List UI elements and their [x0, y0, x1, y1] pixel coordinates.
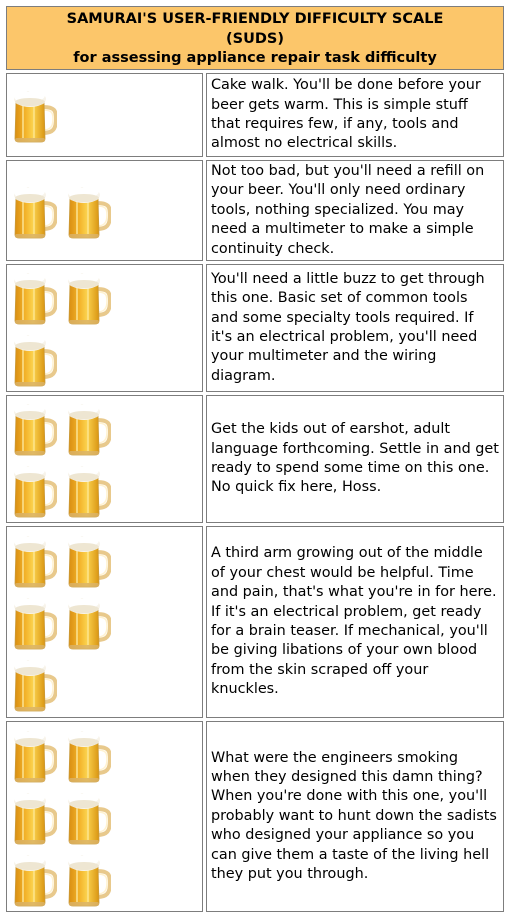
beer-mug-icon: [67, 532, 111, 588]
suds-table: [6, 6, 504, 912]
beer-mug-icon: [13, 532, 57, 588]
header-acronym: (SUDS): [226, 30, 284, 47]
beer-mug-icon: [13, 462, 57, 518]
beer-mug-icon: [67, 727, 111, 783]
description-cell: [206, 526, 504, 718]
beer-mug-icon: [67, 594, 111, 650]
description-text: A third arm growing out of the middle of your chest would be helpful. Time and pain, that's what you're in for here. If it's an electrical problem, get ready for a brain teaser. If mechanical, you'll be giving libations of your own blood from the skin scraped off your knuckles.: [211, 545, 497, 698]
description-cell: [206, 395, 504, 523]
beer-rating-cell: [6, 721, 203, 912]
beer-rating-cell: [6, 526, 203, 718]
description-cell: [206, 160, 504, 261]
description-cell: [206, 264, 504, 392]
difficulty-row-1: [6, 73, 504, 157]
beer-mug-icon: [67, 789, 111, 845]
beer-mug-icon: [13, 400, 57, 456]
header-subtitle: for assessing appliance repair task difficulty: [73, 50, 437, 66]
difficulty-row-5: [6, 526, 504, 718]
description-text: What were the engineers smoking when they designed this damn thing? When you're done with this one, you'll probably want to hunt down the sadists who designed your appliance so you can give them a taste of the living hell they put you through.: [211, 749, 497, 883]
difficulty-row-3: [6, 264, 504, 392]
description-cell: [206, 721, 504, 912]
beer-rating-cell: [6, 264, 203, 392]
beer-mug-icon: [67, 183, 111, 239]
difficulty-row-6: [6, 721, 504, 912]
description-text: You'll need a little buzz to get through this one. Basic set of common tools and some specialty tools required. If it's an electrical problem, you'll need your multimeter and the wiring diagram.: [211, 270, 485, 384]
beer-rating-cell: [6, 395, 203, 523]
difficulty-row-4: [6, 395, 504, 523]
header-title: SAMURAI'S USER-FRIENDLY DIFFICULTY SCALE: [66, 11, 444, 27]
table-header: [6, 6, 504, 70]
beer-mug-icon: [13, 789, 57, 845]
description-text: Not too bad, but you'll need a refill on your beer. You'll only need ordinary tools, nothing specialized. You may need a multimeter to make a simple continuity check.: [211, 162, 485, 257]
beer-mug-icon: [13, 183, 57, 239]
beer-mug-icon: [13, 269, 57, 325]
difficulty-row-2: [6, 160, 504, 261]
description-cell: [206, 73, 504, 157]
beer-mug-icon: [67, 462, 111, 518]
beer-mug-icon: [13, 331, 57, 387]
description-text: Cake walk. You'll be done before your beer gets warm. This is simple stuff that requires few, if any, tools and almost no electrical skills.: [211, 77, 481, 152]
beer-mug-icon: [13, 87, 57, 143]
beer-mug-icon: [13, 727, 57, 783]
beer-rating-cell: [6, 160, 203, 261]
beer-mug-icon: [13, 656, 57, 712]
description-text: Get the kids out of earshot, adult language forthcoming. Settle in and get ready to spend some time on this one. No quick fix here, Hoss.: [211, 421, 499, 496]
beer-mug-icon: [13, 594, 57, 650]
beer-rating-cell: [6, 73, 203, 157]
beer-mug-icon: [13, 851, 57, 907]
beer-mug-icon: [67, 400, 111, 456]
beer-mug-icon: [67, 269, 111, 325]
beer-mug-icon: [67, 851, 111, 907]
